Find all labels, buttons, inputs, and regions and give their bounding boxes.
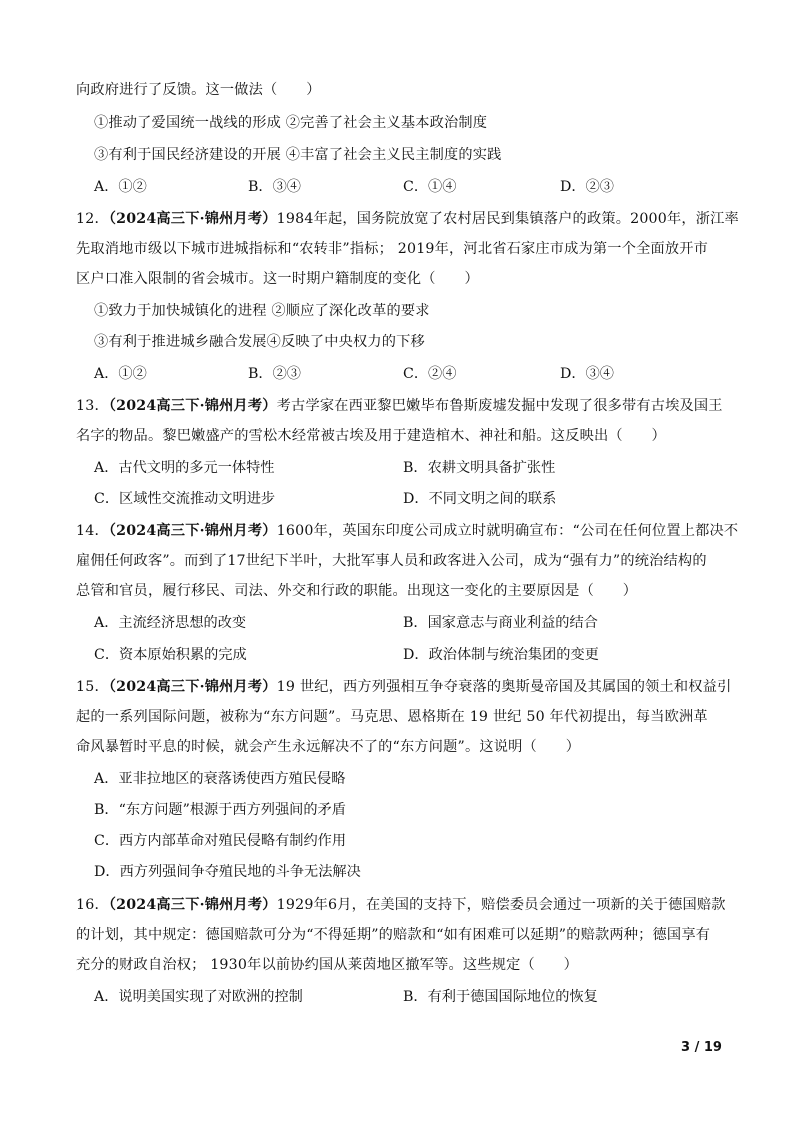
q16-option-b[interactable]: B．有利于德国国际地位的恢复 — [403, 989, 598, 1005]
q12-stem-line-1 — [76, 209, 739, 229]
q12-statement-2: ③有利于推进城乡融合发展④反映了中央权力的下移 — [94, 334, 425, 350]
q13-stem-line-2: 名字的物品。黎巴嫩盛产的雪松木经常被古埃及用于建造棺木、神社和船。这反映出（ ） — [76, 428, 666, 444]
q12-statement-1: ①致力于加快城镇化的进程 ②顺应了深化改革的要求 — [94, 303, 430, 319]
q11-option-a[interactable]: A．①② — [94, 179, 147, 195]
q12-stem-line-2: 先取消地市级以下城市进城指标和“农转非”指标； 2019年，河北省石家庄市成为第一个全面放开市 — [76, 241, 709, 257]
q12-option-d[interactable]: D．③④ — [560, 366, 614, 382]
q13-stem-text-1: 考古学家在西亚黎巴嫩毕布鲁斯废墟发掘中发现了很多带有古埃及国王 — [276, 398, 723, 414]
q13-option-c[interactable]: C．区域性交流推动文明进步 — [94, 491, 276, 507]
q16-option-a[interactable]: A．说明美国实现了对欧洲的控制 — [94, 989, 303, 1005]
q15-option-b[interactable]: B．“东方问题”根源于西方列强间的矛盾 — [94, 802, 346, 818]
q14-stem-line-3: 总管和官员，履行移民、司法、外交和行政的职能。出现这一变化的主要原因是（ ） — [76, 583, 638, 599]
page-number: 3 / 19 — [681, 1040, 722, 1055]
q12-option-c[interactable]: C．②④ — [403, 366, 457, 382]
q15-stem-text-1: 19 世纪，西方列强相互争夺衰落的奥斯曼帝国及其属国的领土和权益引 — [276, 679, 732, 695]
q14-stem-text-1: 1600年，英国东印度公司成立时就明确宣布：“公司在任何位置上都决不 — [276, 523, 739, 539]
q16-stem-line-1 — [76, 895, 726, 915]
q13-option-a[interactable]: A．古代文明的多元一体特性 — [94, 460, 275, 476]
q12-stem-line-3: 区户口准入限制的省会城市。这一时期户籍制度的变化（ ） — [76, 271, 479, 287]
q15-stem-line-2: 起的一系列国际问题，被称为“东方问题”。马克思、恩格斯在 19 世纪 50 年代初提出，每当欧洲革 — [76, 709, 708, 725]
q13-source: （2024高三下·锦州月考） — [108, 398, 277, 414]
q15-stem-line-1 — [76, 677, 731, 697]
q13-option-b[interactable]: B．农耕文明具备扩张性 — [403, 460, 556, 476]
q12-stem-text-1: 1984年起，国务院放宽了农村居民到集镇落户的政策。2000年，浙江率 — [276, 211, 739, 227]
q12-option-b[interactable]: B．②③ — [248, 366, 301, 382]
q15-option-d[interactable]: D．西方列强间争夺殖民地的斗争无法解决 — [94, 864, 361, 880]
q15-source: （2024高三下·锦州月考） — [108, 679, 277, 695]
q14-number: 14． — [76, 523, 109, 539]
q14-option-c[interactable]: C．资本原始积累的完成 — [94, 647, 247, 663]
q16-stem-line-2: 的计划，其中规定：德国赔款可分为“不得延期”的赔款和“如有困难可以延期”的赔款两种；德国享有 — [76, 927, 711, 943]
q11-option-b[interactable]: B．③④ — [248, 179, 301, 195]
q12-number: 12． — [76, 211, 109, 227]
q16-stem-text-1: 1929年6月，在美国的支持下，赔偿委员会通过一项新的关于德国赔款 — [276, 897, 726, 913]
q12-source: （2024高三下·锦州月考） — [108, 211, 277, 227]
q14-source: （2024高三下·锦州月考） — [108, 523, 277, 539]
q15-stem-line-3: 命风暴暂时平息的时候，就会产生永远解决不了的“东方问题”。这说明（ ） — [76, 739, 581, 755]
q14-stem-line-2: 雇佣任何政客”。而到了17世纪下半叶，大批军事人员和政客进入公司，成为“强有力”的统治结构的 — [76, 553, 707, 569]
q11-option-c[interactable]: C．①④ — [403, 179, 457, 195]
q14-option-d[interactable]: D．政治体制与统治集团的变更 — [403, 647, 599, 663]
q15-number: 15． — [76, 679, 109, 695]
q16-number: 16． — [76, 897, 109, 913]
q14-option-b[interactable]: B．国家意志与商业利益的结合 — [403, 615, 598, 631]
q16-source: （2024高三下·锦州月考） — [108, 897, 277, 913]
q16-stem-line-3: 充分的财政自治权； 1930年以前协约国从莱茵地区撤军等。这些规定（ ） — [76, 957, 579, 973]
q13-number: 13． — [76, 398, 109, 414]
q12-option-a[interactable]: A．①② — [94, 366, 147, 382]
q11-option-d[interactable]: D．②③ — [560, 179, 614, 195]
q11-statement-2: ③有利于国民经济建设的开展 ④丰富了社会主义民主制度的实践 — [94, 147, 502, 163]
q15-option-a[interactable]: A．亚非拉地区的衰落诱使西方殖民侵略 — [94, 771, 346, 787]
q11-stem-tail: 向政府进行了反馈。这一做法（ ） — [76, 82, 321, 98]
q13-stem-line-1 — [76, 396, 723, 416]
q14-stem-line-1 — [76, 521, 738, 541]
q11-statement-1: ①推动了爱国统一战线的形成 ②完善了社会主义基本政治制度 — [94, 115, 488, 131]
q15-option-c[interactable]: C．西方内部革命对殖民侵略有制约作用 — [94, 833, 347, 849]
q13-option-d[interactable]: D．不同文明之间的联系 — [403, 491, 557, 507]
q14-option-a[interactable]: A．主流经济思想的改变 — [94, 615, 247, 631]
